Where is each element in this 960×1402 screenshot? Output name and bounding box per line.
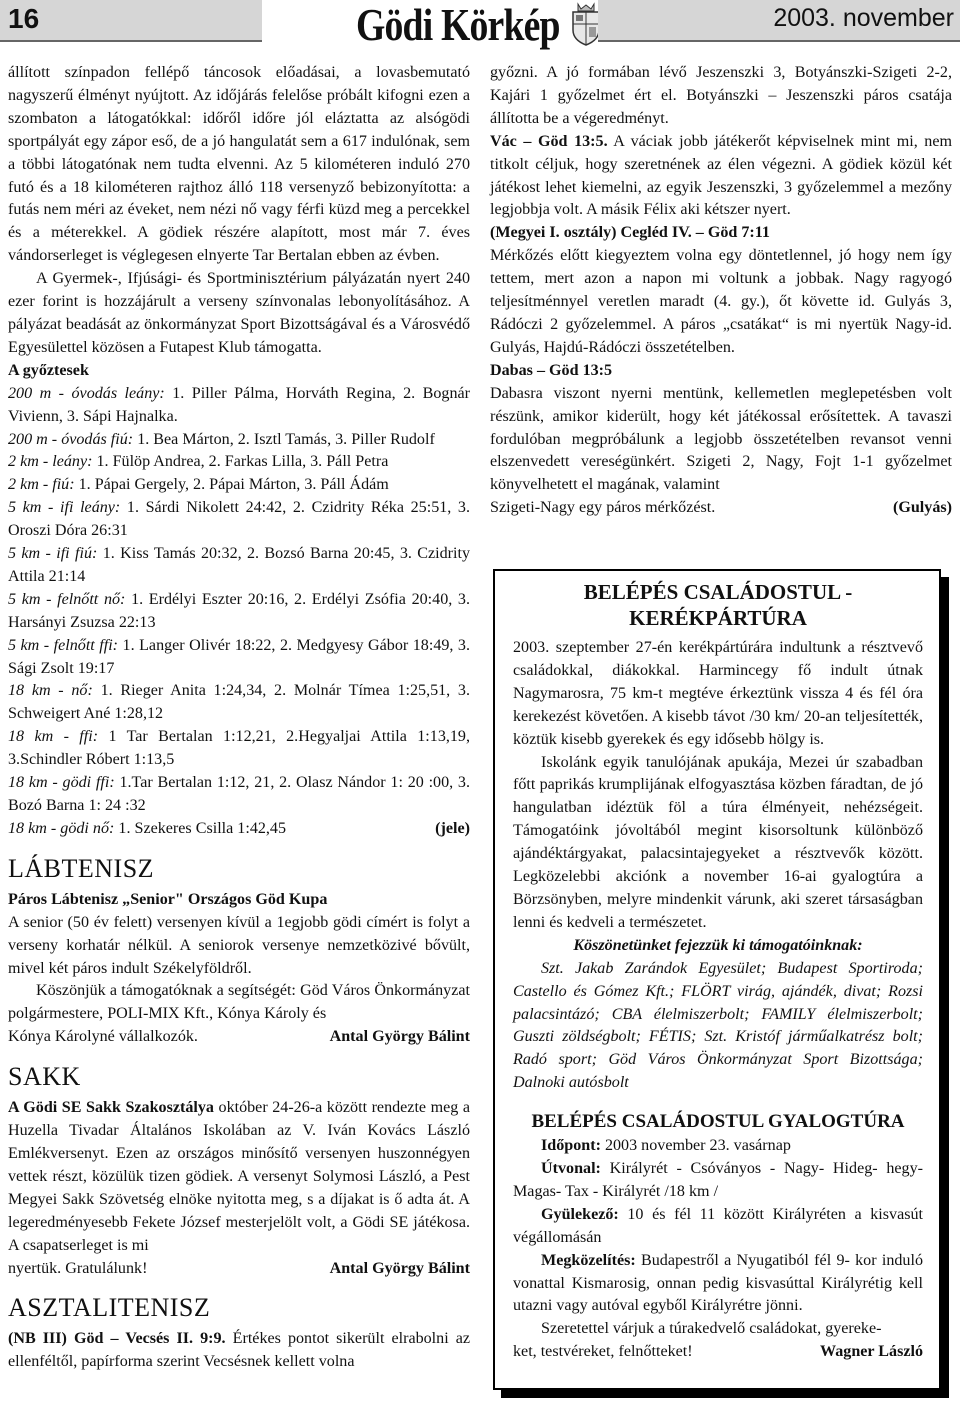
- result-item: 18 km - gödi ffi: 1.Tar Bertalan 1:12, 21, 2. Olasz Nándor 1: 20 :00, 3. Bozó Barna 1: 24 :32: [8, 774, 470, 814]
- result-item: 2 km - fiú: 1. Pápai Gergely, 2. Pápai Márton, 3. Páll Ádám: [8, 476, 389, 494]
- paragraph: Iskolánk egyik tanulójának apukája, Mezei úr szabadban főtt paprikás krumplijának elfogyasztása közben fáradtan, de jó hangulatban idéztük föl a túra élményeit, nehézségeit. Támogatóink jóvoltából megint kisorsoltunk különböző ajándéktárgyakat, palacsintajegyeket a résztvevők között. Legközelebbi akciónk a november 16-ai gyalogtúra a Börzsönyben, melyre mindenkit várunk, aki szeret társaságban lenni és kedveli a természetet.: [513, 753, 923, 931]
- result-item: 18 km - gödi nő: 1. Szekeres Csilla 1:42,45 (jele): [8, 818, 470, 841]
- sponsor-list: Szt. Jakab Zarándok Egyesület; Budapest Sportiroda; Castello és Gómez Kft.; FLÖRT virág, ajándék, divat; Rozsi palacsintázó; CBA élelmiszerbolt; FAMILY élelmiszerbolt; Guszti zöldségbolt; FÉTIS; Szt. Kristóf járműalkatrész bolt; Radó sport; Göd Város Önkormányzat Sport Bizottsága; Dalnoki autósbolt: [513, 959, 923, 1092]
- box-heading-hiking-tour: BELÉPÉS CSALÁDOSTUL GYALOGTÚRA: [531, 1111, 905, 1133]
- section-heading-sakk: SAKK: [8, 1062, 81, 1092]
- author-signature: (jele): [435, 819, 470, 837]
- author-signature: (Gulyás): [892, 499, 952, 517]
- left-column: [8, 62, 470, 1374]
- section-heading-labtenisz: LÁBTENISZ: [8, 853, 155, 883]
- result-item: 18 km - nő: 1. Rieger Anita 1:24,34, 2. Molnár Tímea 1:25,51, 3. Schweigert Ané 1:28,12: [8, 682, 470, 723]
- masthead-title: Gödi Körkép: [356, 0, 560, 50]
- section-heading-asztalitenisz: ASZTALITENISZ: [8, 1293, 211, 1323]
- paragraph: A senior (50 év felett) versenyen kívül a 1egjobb gödi címért is folyt a verseny korhatár nélkül. A seniorok versenye nemzetközivé bővült, mivel két páros indult Székelyföldről.: [8, 913, 470, 977]
- result-item: 5 km - felnőtt nő: 1. Erdélyi Eszter 20:16, 2. Erdélyi Zsófia 20:40, 3. Harsányi Zsuzsa 22:13: [8, 590, 471, 631]
- section-subheading: Páros Lábtenisz „Senior" Országos Göd Kupa: [8, 890, 328, 908]
- paragraph-end: Szigeti-Nagy egy páros mérkőzést. (Gulyás): [490, 497, 952, 520]
- paragraph: A Gödi SE Sakk Szakosztálya október 24-26-a között rendezte meg a Huzella Tivadar Általános Iskolában az V. Iván Kovács László Emlékversenyt. Ezen az országos minősítő versenyen huszonnégyen vettek részt, közülük tizen gödiek. A versenyt Solymosi László, a Pest Megyei Sakk Szövetség elnöke nyitotta meg, s a díjakat is ő adta át. A legeredményesebb Fekete József mesterjelölt volt, a Gödi SE játékosa. A csapatserleget is mi: [8, 1099, 470, 1254]
- paragraph: A Gyermek-, Ifjúsági- és Sportminisztérium pályázatán nyert 240 ezer forint is hozzájárult a verseny színvonalas lebonyolításához. A pályázat beadását az önkormányzat Sport Bizottságával és a Városvédő Egyesülettel közösen a Futapest Klub támogatta.: [8, 270, 470, 356]
- info-meeting: Gyülekező: 10 és fél 11 között Királyréten a kisvasút végállomásán: [513, 1205, 923, 1246]
- page-number-bar: [0, 0, 262, 42]
- author-signature: Wagner László: [820, 1343, 923, 1361]
- paragraph-end: nyertük. Gratulálunk! Antal György Bálint: [8, 1258, 470, 1281]
- issue-date: 2003. november: [773, 4, 954, 32]
- author-signature: Antal György Bálint: [329, 1028, 470, 1046]
- winners-heading: A győztesek: [8, 361, 89, 379]
- thanks-heading: Köszönetünket fejezzük ki támogatóinknak:: [573, 936, 863, 954]
- info-time: Időpont: 2003 november 23. vasárnap: [541, 1137, 791, 1155]
- paragraph-end: Kónya Károlyné vállalkozók. Antal György Bálint: [8, 1026, 470, 1049]
- announcement-box: [493, 569, 941, 1390]
- result-item: 5 km - felnőtt ffi: 1. Langer Olivér 18:22, 2. Medgyesy Gábor 18:49, 3. Sági Zsolt 19:17: [8, 636, 470, 677]
- match-heading: (Megyei I. osztály) Cegléd IV. – Göd 7:11: [490, 224, 770, 242]
- page-number: 16: [8, 3, 40, 34]
- result-item: 2 km - leány: 1. Fülöp Andrea, 2. Farkas Lilla, 3. Páll Petra: [8, 453, 389, 471]
- paragraph: Köszönjük a támogatóknak a segítségét: Göd Város Önkormányzat polgármestere, POLI-MIX Kft., Kónya Károly és: [8, 982, 470, 1023]
- paragraph: (NB III) Göd – Vecsés II. 9:9. Értékes pontot sikerült elrabolni az ellenféltől, papírforma szerint Vecsésnek kellett volna: [8, 1330, 471, 1371]
- match-heading: Dabas – Göd 13:5: [490, 361, 613, 379]
- right-column: [490, 62, 952, 520]
- paragraph: Mérkőzés előtt kiegyeztem volna egy döntetlennel, jó hogy nem így tettem, mert azon a napon mi voltunk a jobbak. Nagy ragyogó teljesítménnyel veretlen maradt (4. gy.), őt követte id. Gulyás 3, Rádóczi 2 győzelemmel. A páros „csatákat“ is mi nyertük Nagy-id. Gulyás, Hajdú-Rádóczi összetételben.: [490, 247, 952, 356]
- date-bar: [598, 0, 960, 42]
- paragraph: Dabasra viszont nyerni mentünk, kellemetlen meglepetésben volt részünk, amikor kiderült, hogy két játékossal erősítettek. A tavaszi fordulóban megpróbálunk a legjobb összetételben revansot venni elszenvedett vereségünkért. Szigeti 2, Nagy, Fojt 1-1 győzelmet könyvelhetett el magának, valamint: [490, 384, 952, 494]
- result-item: 200 m - óvodás leány: 1. Piller Pálma, Horváth Regina, 2. Bognár Vivienn, 3. Sápi Hajnalka.: [8, 384, 470, 425]
- results-list: [8, 383, 470, 841]
- result-item: 5 km - ifi leány: 1. Sárdi Nikolett 24:42, 2. Czidrity Réka 25:51, 3. Oroszi Dóra 26:31: [8, 499, 470, 540]
- paragraph: Szeretettel várjuk a túrakedvelő családokat, gyereke-: [541, 1320, 882, 1338]
- page-header: [0, 0, 960, 52]
- author-signature: Antal György Bálint: [329, 1259, 470, 1277]
- paragraph: állított színpadon fellépő táncosok előadásai, a lovasbemutató nagyszerű élményt nyújtott. Az időjárás felelőse próbált kifogni ezen a szombaton a látogatókkal: időről időre jól eláztatta az alsógödi sportpályát egy zápor eső, de a jó hangulatát sem a 617 indulónak, sem a többi látogatónak nem tudta elvenni. Az 5 kilométeren induló 270 futó és a 18 kilométeren rajthoz álló 118 versenyző bebizonyította: a futás nem méri az éveket, nem nézi nő vagy férfi küzd meg a percekkel és a méterekkel. A gödiek részére alapított, most már 7. éves vándorserleget is véglegesen elnyerte Tar Bertalan ebben az évben.: [8, 64, 470, 265]
- result-item: 18 km - ffi: 1 Tar Bertalan 1:12,21, 2.Hegyaljai Attila 1:13,19, 3.Schindler Róbert 1:13,5: [8, 728, 471, 769]
- info-route: Útvonal: Királyrét - Csóványos - Nagy- Hideg- hegy- Magas- Tax - Királyrét /18 km /: [513, 1160, 923, 1200]
- box-heading-bike-tour: BELÉPÉS CSALÁDOSTUL - KERÉKPÁRTÚRA: [583, 580, 853, 630]
- result-item: 5 km - ifi fiú: 1. Kiss Tamás 20:32, 2. Bozsó Barna 20:45, 3. Czidrity Attila 21:14: [8, 545, 470, 585]
- paragraph: 2003. szeptember 27-én kerékpártúrára indultunk a résztvevő családokkal, diákokkal. Harmincegy fő indult útnak Nagymarosra, 75 km-t megtéve érkeztünk vissza 4 és fél óra kerekezést követően. A kisebb távot /30 km/ 20-an teljesítették, köztük kisebb gyerekek és egy idősebb hölgy is.: [513, 639, 923, 748]
- result-item: 200 m - óvodás fiú: 1. Bea Márton, 2. Isztl Tamás, 3. Piller Rudolf: [8, 430, 435, 448]
- paragraph-end: ket, testvéreket, felnőtteket! Wagner László: [513, 1341, 923, 1364]
- info-access: Megközelítés: Budapestről a Nyugatiból fél 9- kor induló vonattal Kismarosig, onnan pedig kisvasúttal Királyrétig kell utazni vagy autóval egyből Királyrétre jönni.: [513, 1251, 923, 1315]
- paragraph: győzni. A jó formában lévő Jeszenszki 3, Botyánszki-Szigeti 2-2, Kajári 1 győzelmet ért el. Botyánszki – Jeszenszki páros csatája állította be a végeredményt.: [490, 64, 952, 127]
- paragraph: Vác – Göd 13:5. A váciak jobb játékerőt képviselnek mint mi, nem titkolt céljuk, hogy szeretnének az élen végezni. A gödiek közül két játékost lehet kiemelni, az egyik Jeszenszki, 3 győzelemmel a mezőny legjobbja volt. A másik Félix aki kétszer nyert.: [490, 132, 952, 219]
